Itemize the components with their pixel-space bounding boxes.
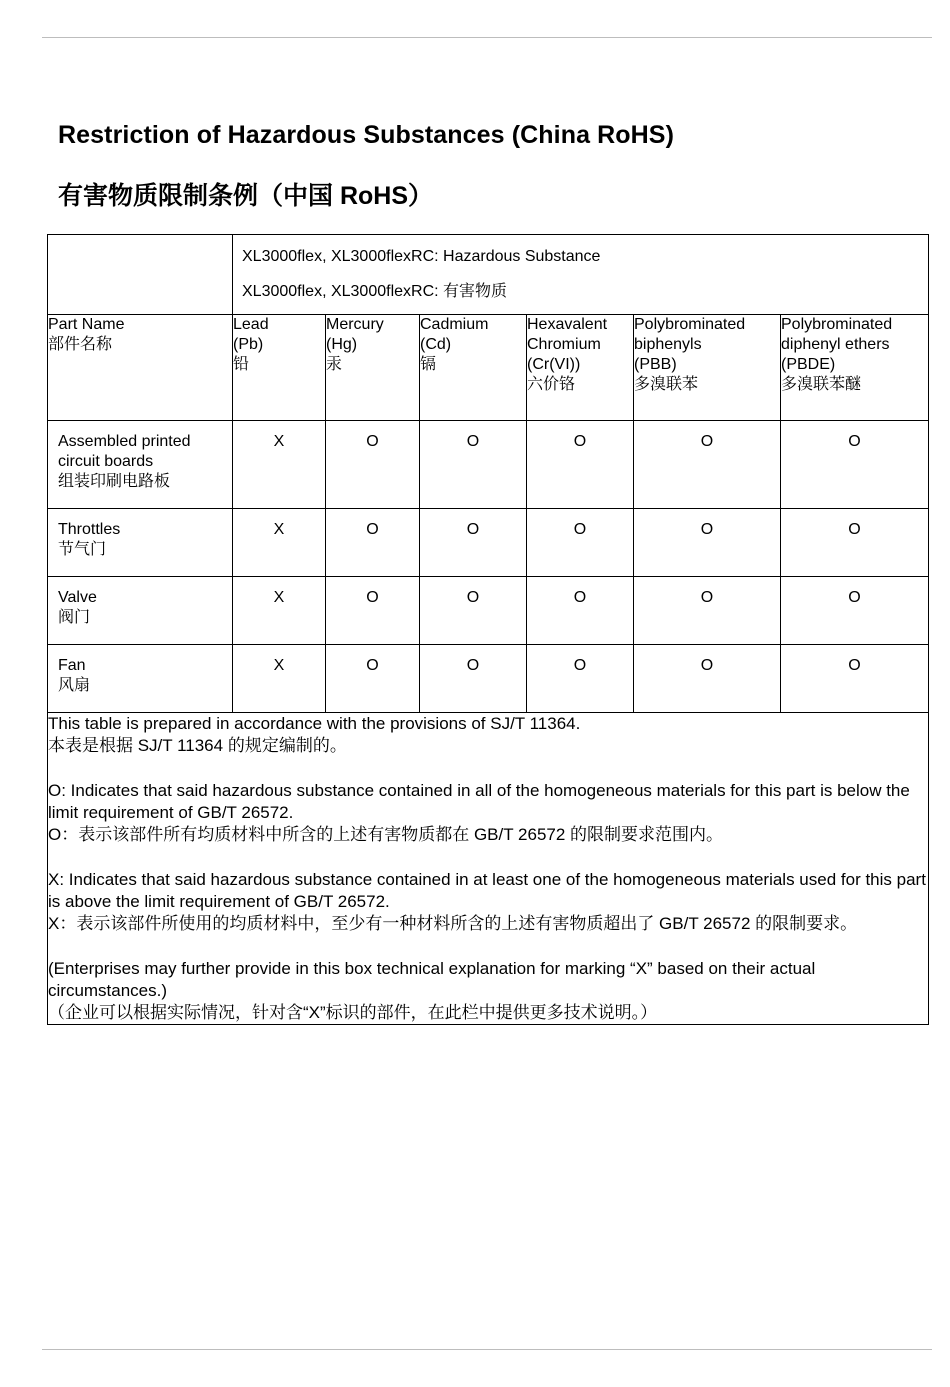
column-header-line: (Cr(VI)) xyxy=(527,356,581,373)
substance-mark: X xyxy=(233,577,326,645)
note-enterprise-english: (Enterprises may further provide in this box technical explanation for marking “X” based on their actual circumstances.) xyxy=(48,959,816,1000)
substance-mark: O xyxy=(420,577,527,645)
notes-cell xyxy=(48,713,929,1025)
bottom-divider xyxy=(42,1349,932,1350)
column-header-line: Polybrominated xyxy=(781,316,893,333)
hazardous-substances-table xyxy=(47,234,929,1025)
column-header-line: diphenyl ethers xyxy=(781,336,890,353)
column-header-lead xyxy=(233,315,326,421)
column-header-pbde xyxy=(781,315,929,421)
table-row xyxy=(48,421,929,509)
substance-mark: O xyxy=(326,577,420,645)
table-header-title-row xyxy=(48,235,929,315)
column-header-line: (Hg) xyxy=(326,336,358,353)
column-header-line: (Cd) xyxy=(420,336,452,353)
column-header-line: 多溴联苯 xyxy=(634,376,699,393)
column-header-cadmium xyxy=(420,315,527,421)
part-name-label: Part Name xyxy=(48,316,125,333)
substance-mark: X xyxy=(233,509,326,577)
part-name-line: 组装印刷电路板 xyxy=(58,473,171,490)
note-standard-chinese: 本表是根据 SJ/T 11364 的规定编制的。 xyxy=(48,736,347,755)
column-header-line: (Pb) xyxy=(233,336,264,353)
part-name-line: Valve xyxy=(58,589,97,606)
page-title: Restriction of Hazardous Substances (China RoHS) xyxy=(58,121,674,149)
part-name-cell xyxy=(48,577,233,645)
note-standard-english: This table is prepared in accordance with the provisions of SJ/T 11364. xyxy=(48,714,581,733)
product-header-english: XL3000flex, XL3000flexRC: Hazardous Substance xyxy=(242,248,601,265)
column-header-line: 汞 xyxy=(326,356,343,373)
part-name-line: Fan xyxy=(58,657,86,674)
column-header-line: Polybrominated xyxy=(634,316,746,333)
note-enterprise-chinese: （企业可以根据实际情况，针对含“X”标识的部件，在此栏中提供更多技术说明。） xyxy=(48,1003,658,1022)
table-row xyxy=(48,509,929,577)
substance-mark: O xyxy=(781,509,929,577)
column-header-hexavalent-chromium xyxy=(527,315,634,421)
substance-mark: O xyxy=(781,645,929,713)
part-name-line: Throttles xyxy=(58,521,121,538)
table-row xyxy=(48,577,929,645)
part-name-cell xyxy=(48,645,233,713)
notes-row xyxy=(48,713,929,1025)
column-header-line: Cadmium xyxy=(420,316,489,333)
part-name-cell xyxy=(48,421,233,509)
column-header-line: (PBB) xyxy=(634,356,677,373)
empty-corner-cell xyxy=(48,235,233,315)
substance-mark: X xyxy=(233,421,326,509)
substance-mark: O xyxy=(420,645,527,713)
column-header-mercury xyxy=(326,315,420,421)
note-o-english: O: Indicates that said hazardous substance contained in all of the homogeneous materials for this part is below the limit requirement of GB/T 26572. xyxy=(48,781,910,822)
substance-mark: O xyxy=(634,577,781,645)
part-name-header xyxy=(48,315,233,421)
product-header-cell xyxy=(233,235,929,315)
column-header-line: 镉 xyxy=(420,356,437,373)
part-name-line: Assembled printed xyxy=(58,433,191,450)
substance-mark: O xyxy=(527,645,634,713)
part-name-line: circuit boards xyxy=(58,453,154,470)
substance-mark: O xyxy=(634,645,781,713)
product-header-chinese: XL3000flex, XL3000flexRC: 有害物质 xyxy=(242,283,508,300)
column-header-pbb xyxy=(634,315,781,421)
column-header-line: 铅 xyxy=(233,356,250,373)
top-divider xyxy=(42,37,932,38)
column-header-line: 多溴联苯醚 xyxy=(781,376,862,393)
column-header-line: biphenyls xyxy=(634,336,702,353)
table-column-header-row xyxy=(48,315,929,421)
part-name-line: 节气门 xyxy=(58,541,107,558)
substance-mark: O xyxy=(634,421,781,509)
column-header-line: 六价铬 xyxy=(527,376,576,393)
substance-mark: O xyxy=(781,421,929,509)
substance-mark: O xyxy=(326,421,420,509)
substance-mark: O xyxy=(326,645,420,713)
column-header-line: (PBDE) xyxy=(781,356,836,373)
substance-mark: O xyxy=(527,509,634,577)
substance-mark: O xyxy=(781,577,929,645)
substance-mark: O xyxy=(634,509,781,577)
part-name-line: 风扇 xyxy=(58,677,91,694)
column-header-line: Lead xyxy=(233,316,269,333)
table-row xyxy=(48,645,929,713)
part-name-cell xyxy=(48,509,233,577)
column-header-line: Mercury xyxy=(326,316,384,333)
substance-mark: X xyxy=(233,645,326,713)
part-name-line: 阀门 xyxy=(58,609,91,626)
page-title-chinese: 有害物质限制条例（中国 RoHS） xyxy=(58,182,434,210)
substance-mark: O xyxy=(420,509,527,577)
substance-mark: O xyxy=(527,577,634,645)
note-x-chinese: X：表示该部件所使用的均质材料中，至少有一种材料所含的上述有害物质超出了 GB/T 26572 的限制要求。 xyxy=(48,914,858,933)
substance-mark: O xyxy=(527,421,634,509)
note-o-chinese: O：表示该部件所有均质材料中所含的上述有害物质都在 GB/T 26572 的限制要求范围内。 xyxy=(48,825,724,844)
column-header-line: Chromium xyxy=(527,336,601,353)
part-name-label-chinese: 部件名称 xyxy=(48,336,113,353)
column-header-line: Hexavalent xyxy=(527,316,608,333)
note-x-english: X: Indicates that said hazardous substance contained in at least one of the homogeneous materials used for this part is above the limit requirement of GB/T 26572. xyxy=(48,870,926,911)
substance-mark: O xyxy=(326,509,420,577)
substance-mark: O xyxy=(420,421,527,509)
